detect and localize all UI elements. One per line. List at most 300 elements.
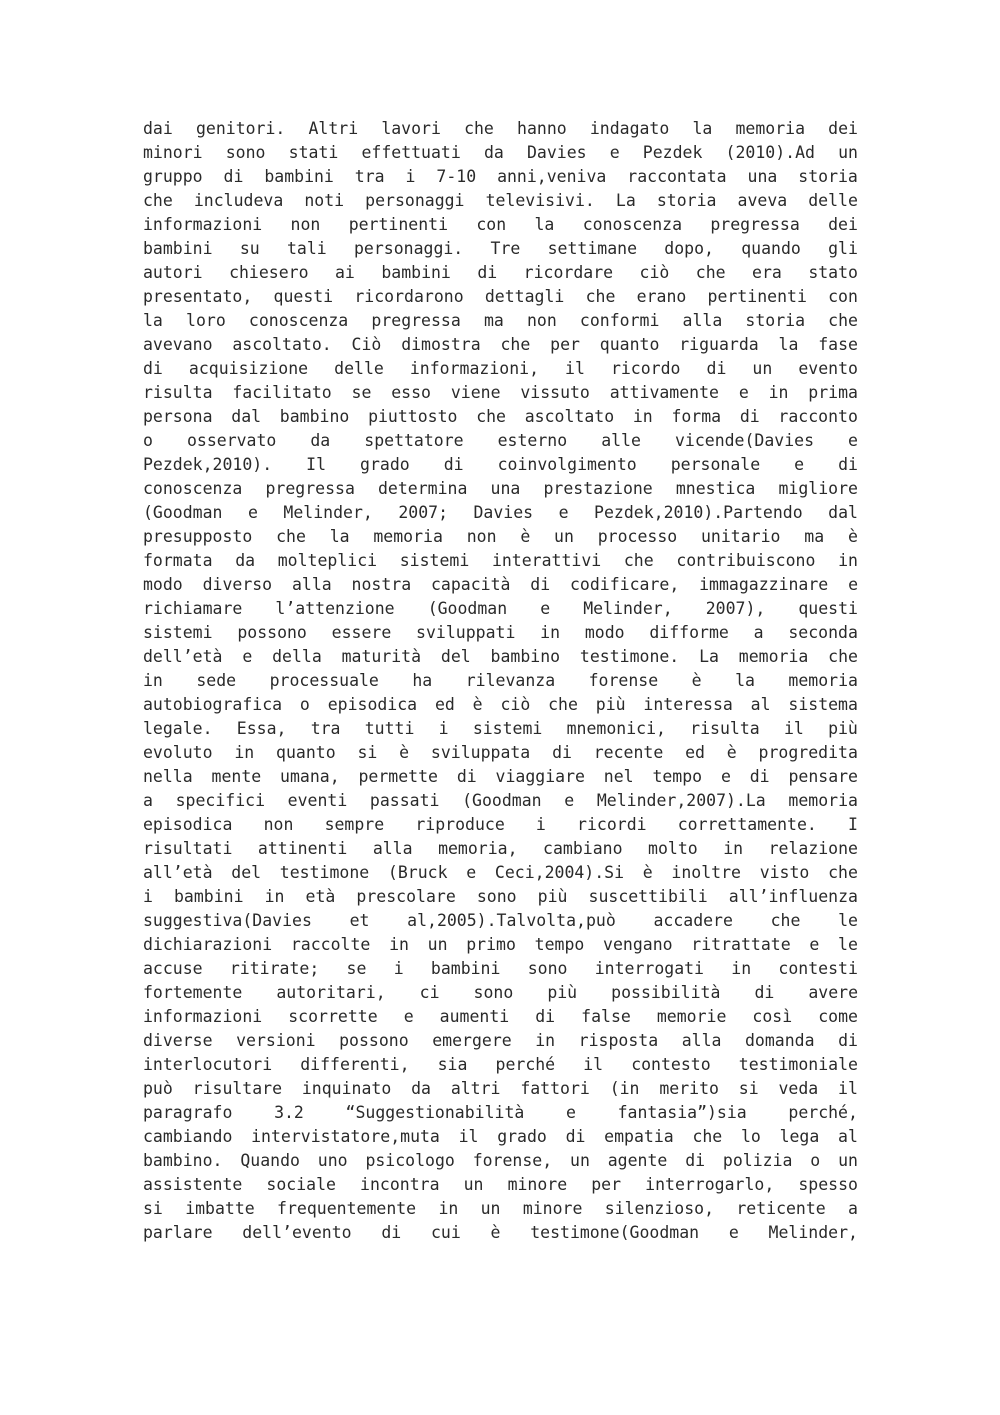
text-line	[143, 165, 858, 189]
word: ritrattate	[691, 935, 791, 954]
word: sono	[476, 887, 517, 906]
word: Melinder,	[583, 599, 673, 618]
word: questi	[273, 287, 334, 306]
word: da	[235, 551, 256, 570]
word: un	[838, 143, 858, 162]
word: recente	[593, 743, 664, 762]
word: al,2005).Talvolta,può	[407, 911, 616, 930]
word: in	[438, 1199, 459, 1218]
word: è	[490, 1223, 501, 1242]
word: processuale	[269, 671, 379, 690]
word: raccontata	[627, 167, 727, 186]
word: processo	[597, 527, 678, 546]
word: tempo	[652, 767, 703, 786]
text-line	[143, 765, 858, 789]
word: in	[731, 959, 752, 978]
word: memoria	[738, 647, 809, 666]
word: è	[520, 527, 531, 546]
word: modo	[143, 575, 183, 594]
word: paragrafo	[143, 1103, 233, 1122]
word: stato	[808, 263, 858, 282]
word: 2007),	[705, 599, 766, 618]
word: lo	[740, 1127, 761, 1146]
word: molteplici	[277, 551, 378, 570]
word: mnemonici,	[566, 719, 666, 738]
word: forma	[671, 407, 722, 426]
word: bambini	[381, 263, 451, 282]
word: interlocutori	[143, 1055, 273, 1074]
word: emergere	[432, 1031, 512, 1050]
word: piuttosto	[368, 407, 458, 426]
word: Tre	[490, 239, 521, 258]
word: avevano	[143, 335, 213, 354]
word: in	[632, 407, 653, 426]
word: alle	[601, 431, 641, 450]
word: memoria	[735, 119, 806, 138]
word: per	[550, 335, 580, 354]
word: da	[310, 431, 331, 450]
word: testimone.	[579, 647, 680, 666]
word: sistemi	[399, 551, 470, 570]
word: di	[838, 455, 858, 474]
word: (Goodman	[427, 599, 508, 618]
word: seconda	[788, 623, 858, 642]
word: specifici	[175, 791, 265, 810]
word: le	[838, 935, 858, 954]
word: il	[783, 719, 804, 738]
word: psicologo	[365, 1151, 455, 1170]
word: fortemente	[143, 983, 243, 1002]
word: dei	[828, 119, 858, 138]
word: acquisizione	[188, 359, 309, 378]
word: versioni	[236, 1031, 316, 1050]
word: che	[585, 287, 616, 306]
word: è	[472, 695, 483, 714]
word: che	[464, 119, 494, 138]
word: loro	[186, 311, 226, 330]
word: diverso	[202, 575, 273, 594]
word: è	[642, 863, 653, 882]
word: fattori	[520, 1079, 590, 1098]
text-line	[143, 885, 858, 909]
word: per	[591, 1175, 622, 1194]
word: quando	[741, 239, 801, 258]
word: ed	[685, 743, 705, 762]
word: la	[329, 527, 350, 546]
word: che	[276, 527, 306, 546]
word: bambini	[264, 167, 334, 186]
word: Melinder,	[768, 1223, 858, 1242]
word: Pezdek,2010).	[143, 455, 273, 474]
word: dei	[828, 215, 858, 234]
word: di	[143, 359, 163, 378]
word: interrogati	[594, 959, 704, 978]
word: stati	[288, 143, 339, 162]
word: capacità	[430, 575, 511, 594]
word: autoritari,	[276, 983, 386, 1002]
word: che	[828, 863, 858, 882]
word: il	[565, 359, 585, 378]
word: tra	[310, 719, 341, 738]
word: possono	[237, 623, 307, 642]
word: i	[535, 815, 546, 834]
word: di	[535, 1007, 556, 1026]
word: presentato,	[143, 287, 253, 306]
word: Ceci,2004).Si	[494, 863, 625, 882]
word: spesso	[798, 1175, 858, 1194]
text-line	[143, 501, 858, 525]
word: indagato	[589, 119, 670, 138]
text-line	[143, 477, 858, 501]
word: a	[143, 791, 153, 810]
word: conformi	[579, 311, 660, 330]
word: come	[818, 1007, 858, 1026]
word: “Suggestionabilità	[345, 1103, 525, 1122]
word: che	[548, 695, 578, 714]
word: contesto	[631, 1055, 711, 1074]
text-line	[143, 645, 858, 669]
word: dettagli	[484, 287, 565, 306]
word: risposta	[578, 1031, 659, 1050]
word: raccolte	[290, 935, 371, 954]
word: tali	[286, 239, 327, 258]
word: dell’evento	[242, 1223, 352, 1242]
word: assistente	[143, 1175, 243, 1194]
word: che	[695, 263, 726, 282]
text-line	[143, 1005, 858, 1029]
word: di	[754, 983, 775, 1002]
word: di	[565, 1127, 586, 1146]
word: tutti	[364, 719, 415, 738]
word: ascoltato.	[232, 335, 332, 354]
word: tempo	[534, 935, 585, 954]
word: che	[623, 551, 654, 570]
word: i	[405, 167, 416, 186]
word: difforme	[649, 623, 729, 642]
word: lega	[779, 1127, 820, 1146]
word: Quando	[240, 1151, 300, 1170]
word: fase	[818, 335, 858, 354]
text-line	[143, 549, 858, 573]
word: Il	[306, 455, 327, 474]
word: storia	[656, 191, 717, 210]
word: e	[720, 767, 731, 786]
word: interessa	[643, 695, 733, 714]
word: di	[223, 167, 244, 186]
word: sono	[527, 959, 568, 978]
word: vissuto	[520, 383, 590, 402]
word: e	[738, 383, 749, 402]
word: alla	[291, 575, 332, 594]
word: empatia	[604, 1127, 674, 1146]
word: personaggi	[365, 191, 465, 210]
word: aveva	[737, 191, 788, 210]
word: accuse	[143, 959, 203, 978]
word: pregressa	[265, 479, 355, 498]
word: lavori	[381, 119, 441, 138]
word: che	[770, 911, 801, 930]
word: televisivi.	[485, 191, 595, 210]
word: conoscenza	[248, 311, 349, 330]
word: minore	[507, 1175, 568, 1194]
word: contribuiscono	[676, 551, 816, 570]
word: avere	[808, 983, 858, 1002]
word: una	[747, 167, 778, 186]
text-line	[143, 837, 858, 861]
word: non	[466, 527, 497, 546]
word: può	[143, 1079, 173, 1098]
word: genitori.	[195, 119, 286, 138]
text-line	[143, 1077, 858, 1101]
word: attinenti	[257, 839, 348, 858]
text-line	[143, 1053, 858, 1077]
word: quanto	[599, 335, 660, 354]
word: in	[234, 743, 255, 762]
text-line	[143, 1125, 858, 1149]
word: hanno	[517, 119, 567, 138]
word: I	[848, 815, 858, 834]
word: a	[753, 623, 764, 642]
word: ha	[412, 671, 433, 690]
word: più	[547, 983, 578, 1002]
word: un	[463, 1175, 484, 1194]
text-line	[143, 933, 858, 957]
word: possibilità	[611, 983, 721, 1002]
word: dal	[828, 503, 858, 522]
word: riguarda	[679, 335, 759, 354]
word: questi	[798, 599, 858, 618]
word: riproduce	[415, 815, 505, 834]
word: pertinenti	[348, 215, 449, 234]
word: età	[305, 887, 336, 906]
word: ma	[483, 311, 504, 330]
word: 3.2	[274, 1103, 304, 1122]
word: (Goodman	[143, 503, 223, 522]
word: e	[794, 455, 805, 474]
text-line	[143, 405, 858, 429]
word: il	[838, 1079, 858, 1098]
word: forense,	[472, 1151, 553, 1170]
word: del	[231, 863, 262, 882]
word: sociale	[266, 1175, 336, 1194]
text-line	[143, 237, 858, 261]
text-line	[143, 213, 858, 237]
word: sistemi	[472, 719, 543, 738]
word: di	[456, 767, 477, 786]
text-line	[143, 453, 858, 477]
word: informazioni	[143, 1007, 263, 1026]
word: suscettibili	[588, 887, 708, 906]
word: di	[477, 263, 498, 282]
word: si	[357, 743, 378, 762]
word: anni,veniva	[497, 167, 607, 186]
word: attivamente	[609, 383, 719, 402]
word: all’influenza	[728, 887, 858, 906]
word: informazioni	[143, 215, 263, 234]
word: in	[264, 887, 285, 906]
word: alla	[372, 839, 413, 858]
word: false	[581, 1007, 631, 1026]
word: pregressa	[371, 311, 461, 330]
word: ed	[434, 695, 455, 714]
word: noti	[304, 191, 345, 210]
word: l’attenzione	[275, 599, 395, 618]
word: vengano	[603, 935, 673, 954]
word: domanda	[745, 1031, 815, 1050]
text-line	[143, 597, 858, 621]
text-line	[143, 117, 858, 141]
word: che	[500, 335, 531, 354]
word: veda	[778, 1079, 819, 1098]
text-line	[143, 285, 858, 309]
word: La	[615, 191, 636, 210]
word: erano	[636, 287, 687, 306]
word: settimane	[547, 239, 637, 258]
word: la	[534, 215, 555, 234]
word: così	[752, 1007, 793, 1026]
word: dichiarazioni	[143, 935, 273, 954]
body-paragraph	[143, 117, 858, 1245]
word: personale	[670, 455, 761, 474]
word: chiesero	[229, 263, 309, 282]
word: memoria,	[438, 839, 518, 858]
word: è	[399, 743, 410, 762]
word: La	[699, 647, 719, 666]
word: se	[351, 383, 372, 402]
text-line	[143, 957, 858, 981]
word: aumenti	[439, 1007, 510, 1026]
word: di	[749, 767, 770, 786]
word: in	[838, 551, 858, 570]
word: bambini	[174, 887, 244, 906]
word: autori	[143, 263, 203, 282]
word: e	[558, 503, 569, 522]
word: uno	[317, 1151, 348, 1170]
word: gruppo	[143, 167, 203, 186]
word: sviluppati	[416, 623, 516, 642]
word: modo	[584, 623, 625, 642]
word: storia	[798, 167, 858, 186]
word: e	[609, 143, 620, 162]
word: migliore	[778, 479, 858, 498]
word: racconto	[778, 407, 858, 426]
word: correttamente.	[677, 815, 817, 834]
word: codificare,	[569, 575, 680, 594]
word: era	[752, 263, 782, 282]
word: e	[540, 599, 551, 618]
word: sistemi	[143, 623, 213, 642]
word: bambino	[279, 407, 350, 426]
word: di	[685, 1151, 706, 1170]
word: al	[838, 1127, 858, 1146]
word: grado	[497, 1127, 547, 1146]
text-line	[143, 1101, 858, 1125]
word: è	[847, 527, 858, 546]
word: le	[838, 911, 858, 930]
word: è	[726, 743, 737, 762]
word: parlare	[143, 1223, 213, 1242]
word: dai	[143, 119, 173, 138]
word: di	[739, 407, 760, 426]
word: contesti	[778, 959, 858, 978]
word: bambini	[430, 959, 501, 978]
text-line	[143, 381, 858, 405]
word: gli	[828, 239, 858, 258]
text-line	[143, 621, 858, 645]
word: effettuati	[361, 143, 461, 162]
word: ricordo	[610, 359, 681, 378]
word: episodica	[327, 695, 418, 714]
word: in	[768, 383, 789, 402]
word: che	[828, 647, 858, 666]
word: bambini	[143, 239, 213, 258]
word: i	[393, 959, 404, 978]
word: del	[440, 647, 471, 666]
word: reticente	[736, 1199, 826, 1218]
word: sviluppata	[430, 743, 531, 762]
word: Essa,	[236, 719, 287, 738]
word: e	[242, 647, 253, 666]
text-line	[143, 693, 858, 717]
word: è	[691, 671, 702, 690]
word: ritirate;	[229, 959, 320, 978]
word: se	[346, 959, 367, 978]
word: Altri	[308, 119, 359, 138]
word: con	[476, 215, 507, 234]
word: memoria	[788, 671, 858, 690]
word: in	[535, 1031, 556, 1050]
text-line	[143, 981, 858, 1005]
word: cambiando	[143, 1127, 233, 1146]
word: (2010).Ad	[725, 143, 815, 162]
word: il	[583, 1055, 604, 1074]
word: pregressa	[710, 215, 800, 234]
word: risultati	[143, 839, 233, 858]
word: un	[570, 1151, 590, 1170]
text-line	[143, 1221, 858, 1245]
word: Pezdek	[642, 143, 703, 162]
word: memoria	[373, 527, 443, 546]
word: molto	[648, 839, 698, 858]
word: bambino	[490, 647, 561, 666]
word: forense	[588, 671, 659, 690]
word: conoscenza	[143, 479, 243, 498]
word: in	[389, 935, 409, 954]
word: evento	[798, 359, 858, 378]
word: ascoltato	[524, 407, 615, 426]
word: Melinder,2007).La	[596, 791, 766, 810]
word: 7-10	[436, 167, 477, 186]
word: vicende(Davies	[674, 431, 815, 450]
word: evoluto	[143, 743, 213, 762]
text-line	[143, 741, 858, 765]
word: frequentemente	[277, 1199, 417, 1218]
word: quanto	[276, 743, 336, 762]
word: mente	[211, 767, 262, 786]
word: (Bruck	[387, 863, 448, 882]
text-line	[143, 1029, 858, 1053]
word: perché	[495, 1055, 556, 1074]
word: più	[595, 695, 626, 714]
word: che	[828, 311, 858, 330]
word: risulta	[143, 383, 213, 402]
word: storia	[745, 311, 806, 330]
word: viene	[450, 383, 501, 402]
word: da	[483, 143, 504, 162]
word: non	[290, 215, 321, 234]
text-line	[143, 861, 858, 885]
word: unitario	[701, 527, 781, 546]
